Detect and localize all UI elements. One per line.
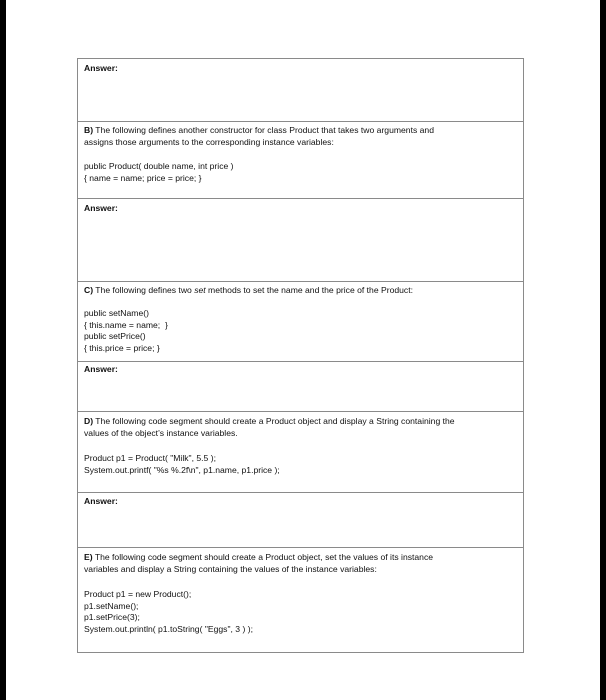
question-b — [78, 122, 523, 199]
question-c-code-line: public setPrice() — [84, 331, 146, 341]
question-c-letter: C) — [84, 285, 94, 295]
answer-row-a[interactable] — [78, 59, 523, 122]
question-e-code-line: p1.setPrice(3); — [84, 612, 140, 622]
question-d-code-line: Product p1 = Product( "Milk", 5.5 ); — [84, 453, 216, 463]
question-b-code-line: public Product( double name, int price ) — [84, 161, 234, 171]
question-c-desc: C) The following defines two set methods to set the name and the price of the Product: — [84, 285, 414, 295]
question-b-desc-line2: assigns those arguments to the corresponding instance variables: — [84, 136, 334, 147]
question-d-code-line: System.out.printf( "%s %.2f\n", p1.name, p1.price ); — [84, 464, 280, 475]
question-d-letter: D) — [84, 416, 94, 426]
question-e — [78, 548, 523, 654]
answer-label: Answer: — [84, 203, 118, 213]
question-d-desc-line2: values of the object’s instance variables. — [84, 427, 238, 438]
question-c-code-line: { this.name = name; } — [84, 319, 168, 330]
answer-row-b[interactable] — [78, 199, 523, 282]
answer-label: Answer: — [84, 496, 118, 506]
question-e-code-line: System.out.println( p1.toString( "Eggs", 3 ) ); — [84, 623, 253, 634]
question-e-code-line: p1.setName(); — [84, 600, 139, 611]
question-c — [78, 282, 523, 362]
question-e-desc-line2: variables and display a String containing the values of the instance variables: — [84, 563, 377, 574]
question-e-code-line: Product p1 = new Product(); — [84, 589, 192, 599]
document-page — [6, 0, 600, 700]
answer-label: Answer: — [84, 63, 118, 73]
answer-label: Answer: — [84, 364, 118, 374]
question-table — [77, 58, 524, 653]
question-d-desc-line1: D) The following code segment should create a Product object and display a String containing the — [84, 416, 455, 426]
answer-row-d[interactable] — [78, 493, 523, 548]
question-c-code-line: { this.price = price; } — [84, 342, 160, 353]
question-b-letter: B) — [84, 125, 94, 135]
answer-row-c[interactable] — [78, 362, 523, 412]
question-d — [78, 412, 523, 493]
question-b-code-line: { name = name; price = price; } — [84, 172, 202, 183]
question-c-code-line: public setName() — [84, 308, 149, 318]
question-e-letter: E) — [84, 552, 93, 562]
question-e-desc-line1: E) The following code segment should create a Product object, set the values of its instance — [84, 552, 434, 562]
question-b-desc-line1: B) The following defines another constructor for class Product that takes two arguments and — [84, 125, 434, 135]
